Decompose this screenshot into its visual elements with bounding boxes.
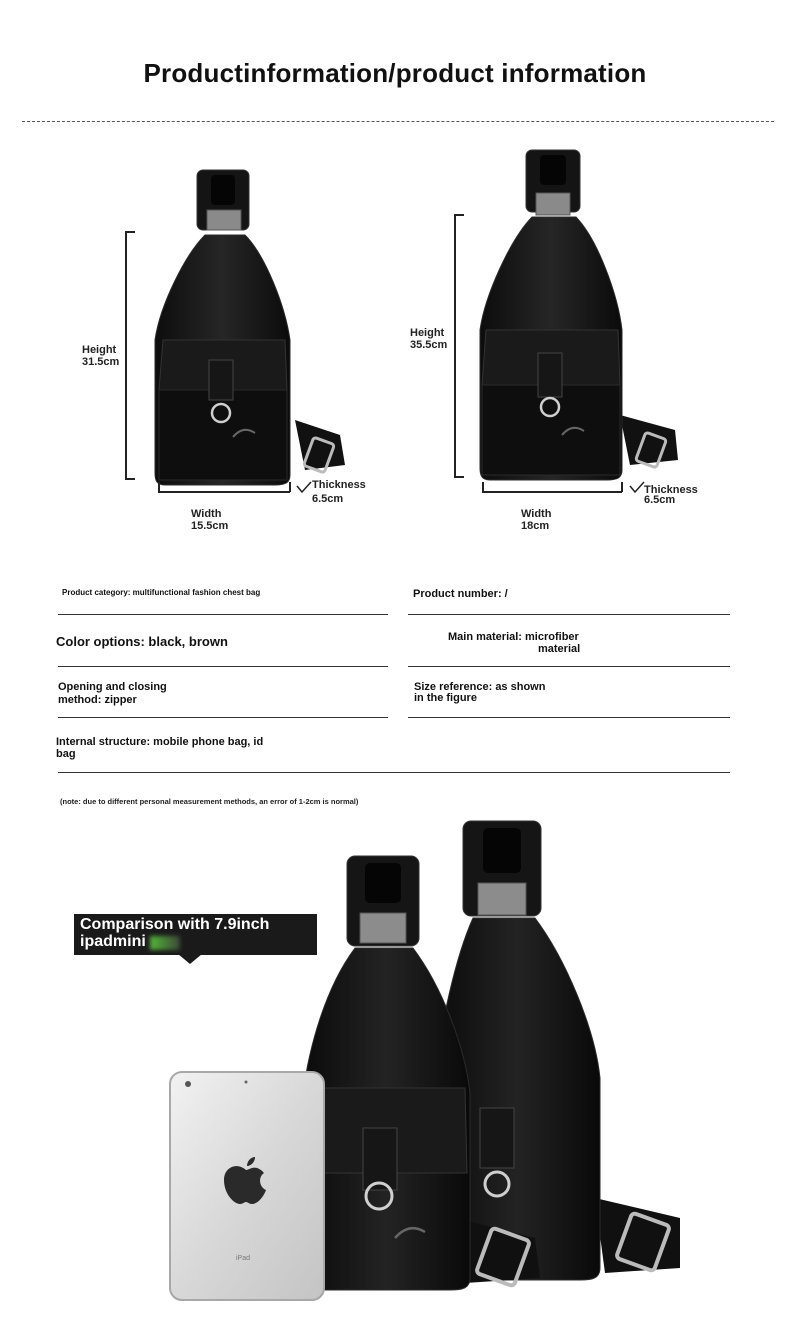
- spec-colors: Color options: black, brown: [56, 634, 228, 649]
- spec-category: Product category: multifunctional fashion chest bag: [62, 588, 261, 597]
- left-thickness-label-1: Thickness: [312, 479, 366, 491]
- right-thickness-label-1: Thickness: [644, 484, 698, 496]
- dashed-divider: [22, 121, 774, 122]
- comparison-label-line-2: ipadmini: [80, 933, 146, 950]
- left-thickness-label-2: 6.5cm: [312, 493, 344, 505]
- measurement-note: (note: due to different personal measurement methods, an error of 1-2cm is normal): [60, 797, 359, 806]
- right-height-label: Height 35.5cm: [410, 327, 448, 351]
- spec-size-1: Size reference: as shown: [414, 681, 546, 693]
- left-thickness-check: [296, 480, 312, 494]
- left-height-line: [125, 231, 127, 479]
- left-height-tick-top: [125, 231, 135, 233]
- left-height-label: Height 31.5cm: [82, 344, 120, 368]
- right-width-tick-left: [482, 482, 484, 492]
- left-bag-image: [145, 165, 355, 490]
- spec-row-line-4: [58, 772, 730, 773]
- left-width-label: Width 15.5cm: [191, 508, 229, 532]
- right-width-tick-right: [621, 482, 623, 492]
- spec-row-line-1a: [58, 614, 388, 615]
- spec-row-line-3a: [58, 717, 388, 718]
- ipad-label: iPad: [236, 1255, 251, 1262]
- spec-number: Product number: /: [413, 588, 508, 600]
- right-width-label: Width 18cm: [521, 508, 552, 532]
- ipad-mini-image: [168, 1070, 326, 1302]
- right-width-line: [482, 491, 622, 493]
- spec-row-line-3b: [408, 717, 730, 718]
- comparison-pointer: [178, 954, 202, 964]
- spec-row-line-1b: [408, 614, 730, 615]
- right-height-line: [454, 214, 456, 477]
- left-height-tick-bottom: [125, 478, 135, 480]
- spec-size-2: in the figure: [414, 692, 477, 704]
- page-title: Productinformation/product information: [143, 58, 647, 88]
- right-height-tick-top: [454, 214, 464, 216]
- left-width-tick-right: [289, 482, 291, 492]
- spec-internal-2: bag: [56, 748, 76, 760]
- right-height-tick-bottom: [454, 476, 464, 478]
- left-width-line: [158, 491, 290, 493]
- right-bag-image: [470, 145, 685, 485]
- spec-row-line-2b: [408, 666, 730, 667]
- comparison-label-line-1: Comparison with 7.9inch: [80, 916, 270, 933]
- right-thickness-check: [629, 480, 645, 494]
- comparison-bags-image: [295, 818, 690, 1293]
- right-thickness-label-2: 6.5cm: [644, 494, 676, 506]
- spec-internal-1: Internal structure: mobile phone bag, id: [56, 736, 264, 748]
- spec-material-1: Main material: microfiber: [448, 631, 579, 643]
- spec-material-2: material: [538, 643, 581, 655]
- comparison-label: [80, 916, 310, 950]
- spec-row-line-2a: [58, 666, 388, 667]
- left-width-tick-left: [158, 482, 160, 492]
- spec-closing-2: method: zipper: [58, 694, 137, 706]
- spec-closing-1: Opening and closing: [58, 681, 167, 693]
